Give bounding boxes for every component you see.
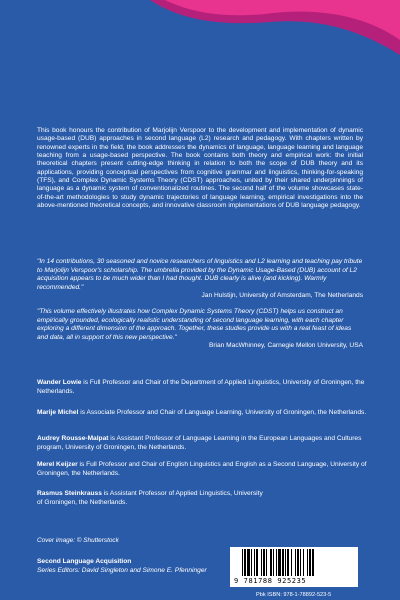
endorsement-attribution: Brian MacWhinney, Carnegie Mellon University, USA xyxy=(208,342,363,350)
editor-bio xyxy=(37,490,267,507)
series-title: Second Language Acquisition xyxy=(37,558,132,565)
editor-name: Merel Keijzer xyxy=(37,461,78,468)
endorsement-1 xyxy=(37,258,363,301)
barcode-number: 9 781788 925235 xyxy=(234,577,307,585)
editor-name: Marije Michel xyxy=(37,409,79,416)
series-editors: Series Editors: David Singleton and Simone E. Pfenninger xyxy=(37,566,207,574)
endorsement-quote: "In 14 contributions, 30 seasoned and novice researchers of linguistics and L2 learning and teaching pay tribute to Marjolijn Verspoor's scholarship. The umbrella provided by the Dynamic Usage-Based (DUB) account of L2 acquisition appears to be much wider than I had thought. DUB clearly is alive (and kicking). Warmly recommended." xyxy=(37,258,363,291)
cover-image-credit: Cover image: © Shutterstock xyxy=(37,537,119,544)
editor-name: Rasmus Steinkrauss xyxy=(37,490,102,497)
barcode xyxy=(230,547,358,587)
editor-bio xyxy=(37,409,367,418)
series-info xyxy=(37,558,207,575)
editor-description: is Associate Professor and Chair of Language Learning, University of Groningen, the Netherlands. xyxy=(78,409,367,416)
editor-name: Wander Lowie xyxy=(37,379,82,386)
editor-description: is Full Professor and Chair of the Department of Applied Linguistics, University of Groningen, the Netherlands. xyxy=(37,379,365,395)
isbn-label: Pbk ISBN: 978-1-78892-523-5 xyxy=(256,592,332,598)
editor-name: Audrey Rousse-Malpat xyxy=(37,435,109,442)
barcode-bars xyxy=(240,549,348,577)
decorative-swoosh xyxy=(0,0,400,110)
editor-bio xyxy=(37,435,367,452)
editor-bio xyxy=(37,379,367,396)
editor-description: is Assistant Professor of Language Learning in the European Languages and Cultures program, University of Groningen, the Netherlands. xyxy=(37,435,362,451)
endorsement-2 xyxy=(37,308,363,351)
editor-description: is Full Professor and Chair of English Linguistics and English as a Second Language, University of Groningen, the Netherlands. xyxy=(37,461,367,477)
editor-description: is Assistant Professor of Applied Linguistics, University of Groningen, the Netherlands. xyxy=(37,490,263,506)
endorsement-quote: "This volume effectively illustrates how Complex Dynamic Systems Theory (CDST) helps us construct an empirically grounded, ecologically realistic understanding of second language learning, with each chapter exploring a different dimension of the approach. Together, these studies provide us with a real feast of ideas and data, all in support of this new perspective." xyxy=(37,308,352,341)
book-description: This book honours the contribution of Marjolijn Verspoor to the development and implementation of dynamic usage-based (DUB) approaches in second language (L2) research and pedagogy. With chapters written by renowned experts in the field, the book addresses the dynamics of language, language learning and language teaching from a usage-based perspective. The book contains both theory and empirical work: the initial theoretical chapters present cutting-edge thinking in relation to both the scope of DUB theory and its applications, providing conceptual perspectives from cognitive grammar and linguistics, thinking-for-speaking (TFS), and Complex Dynamic Systems Theory (CDST) approaches, united by their shared underpinnings of language as a dynamic system of conventionalized routines. The second half of the volume showcases state-of-the-art methodologies to study dynamic trajectories of language learning, empirical investigations into the above-mentioned theoretical concepts, and innovative classroom implementations of DUB language pedagogy. xyxy=(37,127,363,210)
editor-bio xyxy=(37,461,367,478)
endorsement-attribution: Jan Hulstijn, University of Amsterdam, The Netherlands xyxy=(201,292,363,300)
